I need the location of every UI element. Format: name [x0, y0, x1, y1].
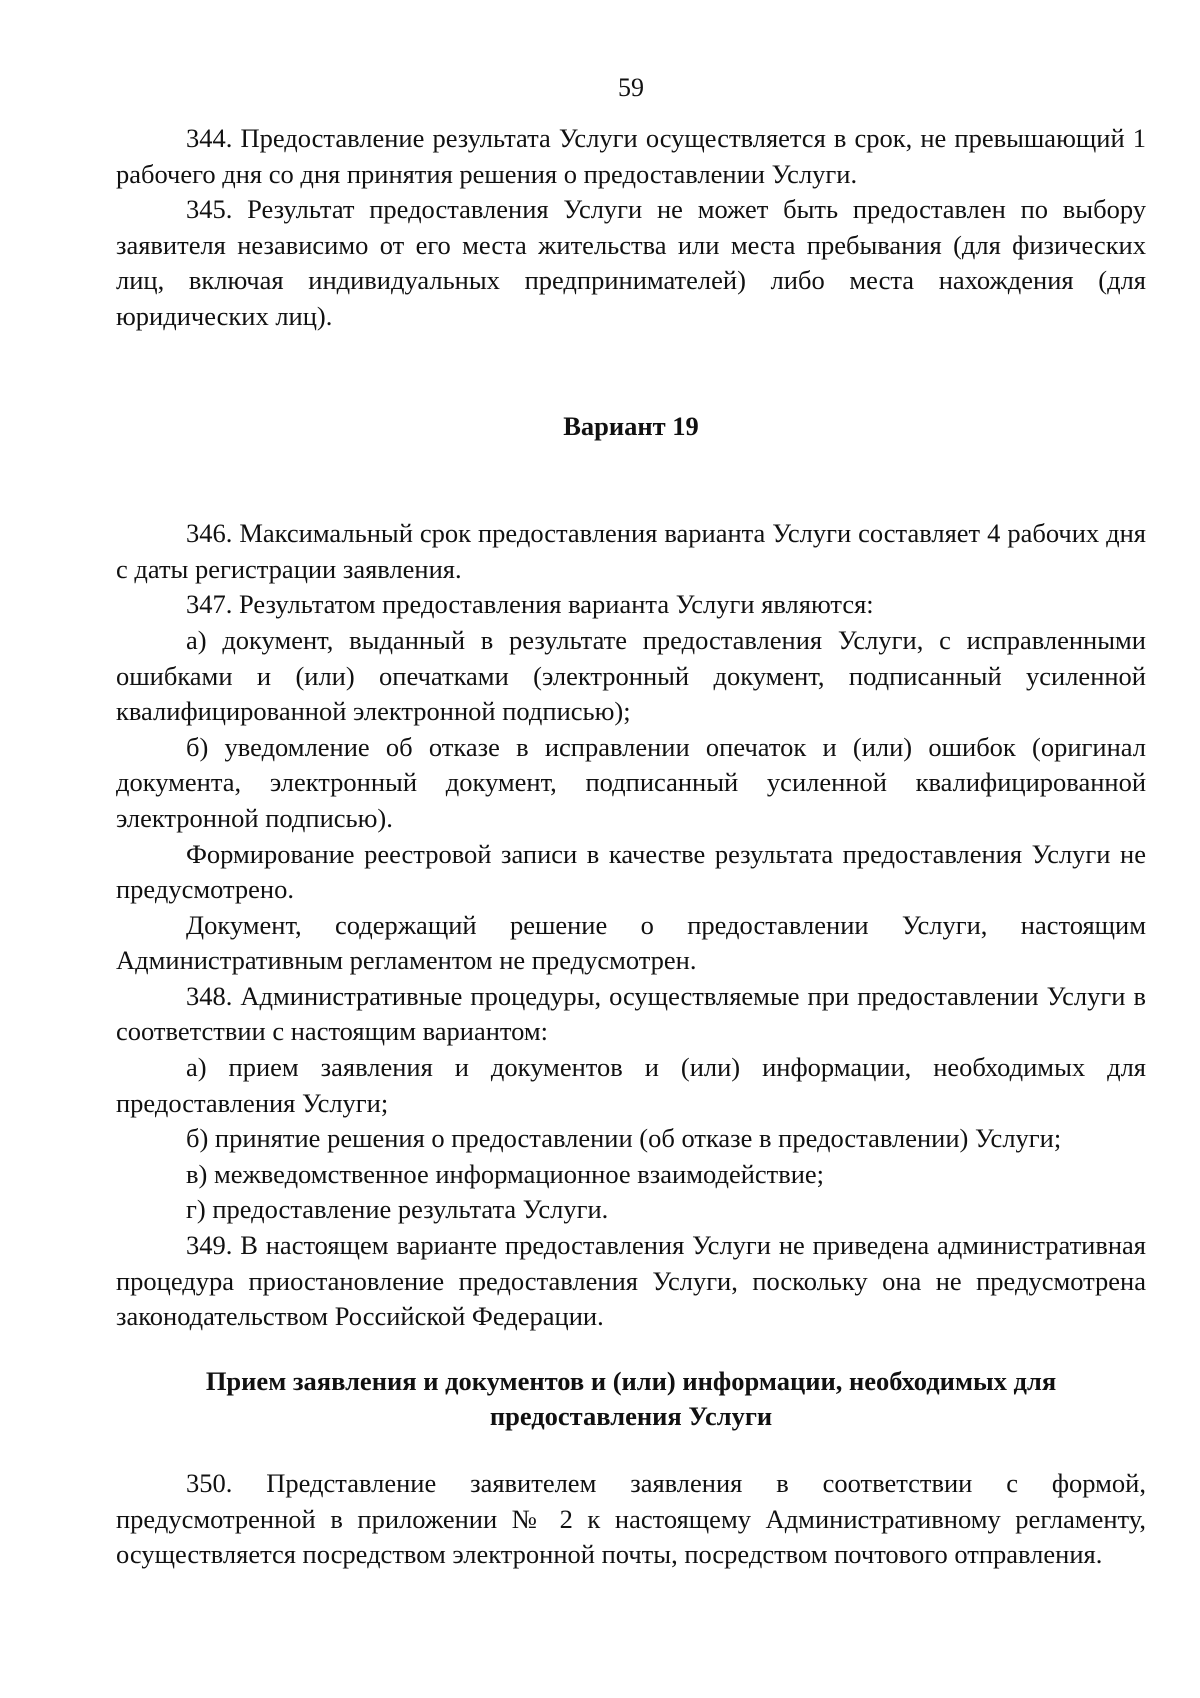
- section-heading-line-2: предоставления Услуги: [489, 1401, 773, 1432]
- paragraph-348-d: г) предоставление результата Услуги.: [186, 1194, 609, 1225]
- paragraph-345: 345. Результат предоставления Услуги не может быть предоставлен по выбору заявителя независимо от его места жительства или места пребывания (для физических лиц, включая индивидуальных предпринимателей) либо места нахождения (для юридических лиц).: [116, 194, 1146, 331]
- paragraph-348-c: в) межведомственное информационное взаимодействие;: [186, 1158, 825, 1189]
- page-number: 59: [618, 73, 644, 102]
- paragraph-344: 344. Предоставление результата Услуги осуществляется в срок, не превышающий 1 рабочего дня со дня принятия решения о предоставлении Услуги.: [116, 123, 1146, 189]
- paragraph-347: 347. Результатом предоставления варианта Услуги являются:: [186, 589, 874, 620]
- paragraph-decision-document: Документ, содержащий решение о предоставлении Услуги, настоящим Административным регламентом не предусмотрен.: [116, 909, 1146, 976]
- paragraph-registry-record: Формирование реестровой записи в качестве результата предоставления Услуги не предусмотрено.: [116, 838, 1146, 905]
- paragraph-347-a: а) документ, выданный в результате предоставления Услуги, с исправленными ошибками и (или) опечатками (электронный документ, подписанный усиленной квалифицированной электронной подписью);: [116, 624, 1146, 727]
- section-heading: [116, 1364, 1146, 1435]
- paragraph-349: 349. В настоящем варианте предоставления Услуги не приведена административная процедура приостановление предоставления Услуги, поскольку она не предусмотрена законодательством Российской Федерации.: [116, 1230, 1146, 1332]
- paragraph-348-b: б) принятие решения о предоставлении (об отказе в предоставлении) Услуги;: [186, 1123, 1062, 1154]
- paragraph-350: 350. Представление заявителем заявления в соответствии с формой, предусмотренной в приложении № 2 к настоящему Административному регламенту, осуществляется посредством электронной почты, посредством почтового отправления.: [116, 1468, 1146, 1570]
- document-body: [116, 121, 1146, 1573]
- paragraph-347-b: б) уведомление об отказе в исправлении опечаток и (или) ошибок (оригинал документа, электронный документ, подписанный усиленной квалифицированной электронной подписью).: [116, 731, 1146, 833]
- paragraph-348: 348. Административные процедуры, осуществляемые при предоставлении Услуги в соответствии с настоящим вариантом:: [116, 980, 1146, 1047]
- paragraph-348-a: а) прием заявления и документов и (или) информации, необходимых для предоставления Услуги;: [116, 1052, 1146, 1118]
- paragraph-346: 346. Максимальный срок предоставления варианта Услуги составляет 4 рабочих дня с даты регистрации заявления.: [116, 518, 1146, 584]
- section-heading-line-1: Прием заявления и документов и (или) информации, необходимых для: [205, 1365, 1057, 1396]
- variant-heading: Вариант 19: [563, 410, 699, 441]
